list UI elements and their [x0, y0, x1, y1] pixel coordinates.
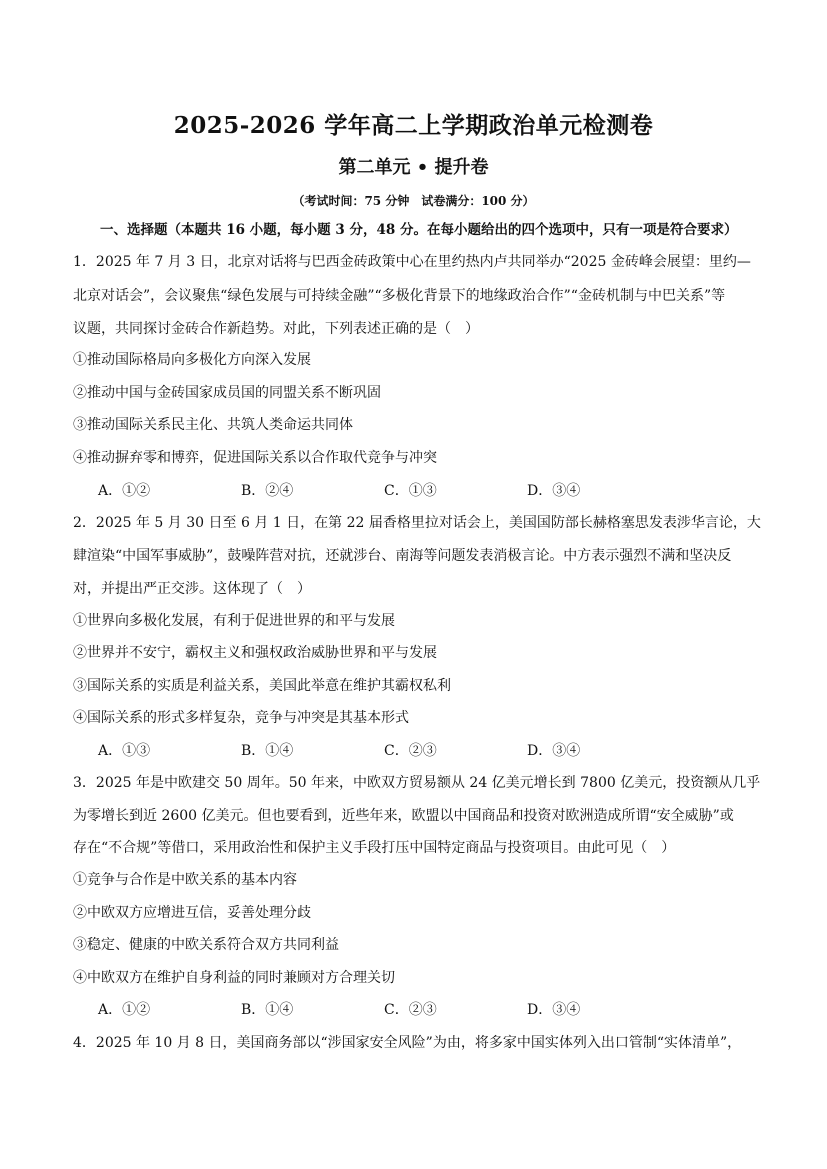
question-2-statement: ①世界向多极化发展，有利于促进世界的和平与发展: [73, 613, 395, 629]
question-1-statement: ①推动国际格局向多极化方向深入发展: [73, 352, 311, 368]
question-3-statement: ②中欧双方应增进互信，妥善处理分歧: [73, 905, 311, 921]
question-2-statement: ④国际关系的形式多样复杂，竞争与冲突是其基本形式: [73, 710, 409, 726]
option-d[interactable]: D．③④: [527, 743, 581, 759]
question-3-stem-line: 为零增长到近 2600 亿美元。但也要看到，近些年来，欧盟以中国商品和投资对欧洲造成所谓“安全威胁”或: [73, 808, 734, 824]
question-3-options: [98, 1001, 670, 1019]
option-c[interactable]: C．②③: [384, 743, 437, 759]
option-c[interactable]: C．①③: [384, 483, 437, 499]
option-a[interactable]: A．①③: [98, 743, 151, 759]
option-b[interactable]: B．①④: [241, 743, 294, 759]
question-1-stem-line: 1．2025 年 7 月 3 日，北京对话将与巴西金砖政策中心在里约热内卢共同举办“2025 金砖峰会展望：里约—: [73, 254, 751, 270]
exam-subtitle: 第二单元 • 提升卷: [338, 157, 489, 178]
option-d[interactable]: D．③④: [527, 483, 581, 499]
question-2-stem-line: 肆渲染“中国军事威胁”，鼓噪阵营对抗，还就涉台、南海等问题发表消极言论。中方表示强烈不满和坚决反: [73, 548, 732, 564]
question-3-stem-line: 3．2025 年是中欧建交 50 周年。50 年来，中欧双方贸易额从 24 亿美元增长到 7800 亿美元，投资额从几乎: [73, 775, 761, 791]
question-1-statement: ②推动中国与金砖国家成员国的同盟关系不断巩固: [73, 385, 381, 401]
question-1-options: [98, 482, 670, 500]
question-2-statement: ③国际关系的实质是利益关系，美国此举意在维护其霸权私利: [73, 678, 451, 694]
question-3-stem-line: 存在“不合规”等借口，采用政治性和保护主义手段打压中国特定商品与投资项目。由此可见（ ）: [73, 840, 676, 856]
question-1-stem-line: 北京对话会”，会议聚焦“绿色发展与可持续金融”“多极化背景下的地缘政治合作”“金砖机制与中巴关系”等: [73, 288, 726, 304]
option-c[interactable]: C．②③: [384, 1002, 437, 1018]
option-d[interactable]: D．③④: [527, 1002, 581, 1018]
question-2-statement: ②世界并不安宁，霸权主义和强权政治威胁世界和平与发展: [73, 645, 437, 661]
option-a[interactable]: A．①②: [98, 1002, 151, 1018]
question-1-stem-line: 议题，共同探讨金砖合作新趋势。对此，下列表述正确的是（ ）: [73, 321, 479, 337]
question-4-stem-line: 4．2025 年 10 月 8 日，美国商务部以“涉国家安全风险”为由，将多家中国实体列入出口管制“实体清单”，: [73, 1035, 742, 1051]
option-b[interactable]: B．②④: [241, 483, 294, 499]
question-2-stem-line: 对，并提出严正交涉。这体现了（ ）: [73, 581, 311, 597]
option-b[interactable]: B．①④: [241, 1002, 294, 1018]
exam-title: 2025-2026 学年高二上学期政治单元检测卷: [173, 112, 654, 139]
question-1-statement: ③推动国际关系民主化、共筑人类命运共同体: [73, 417, 353, 433]
question-1-statement: ④推动摒弃零和博弈，促进国际关系以合作取代竞争与冲突: [73, 450, 437, 466]
question-2-options: [98, 742, 670, 760]
question-3-statement: ①竞争与合作是中欧关系的基本内容: [73, 872, 297, 888]
question-3-statement: ③稳定、健康的中欧关系符合双方共同利益: [73, 937, 339, 953]
option-a[interactable]: A．①②: [98, 483, 151, 499]
section-heading: 一、选择题（本题共 16 小题，每小题 3 分，48 分。在每小题给出的四个选项中，只有一项是符合要求）: [100, 222, 738, 238]
exam-info: （考试时间：75 分钟 试卷满分：100 分）: [292, 194, 535, 208]
question-3-statement: ④中欧双方在维护自身利益的同时兼顾对方合理关切: [73, 970, 395, 986]
question-2-stem-line: 2．2025 年 5 月 30 日至 6 月 1 日，在第 22 届香格里拉对话会上，美国国防部长赫格塞思发表涉华言论，大: [73, 515, 761, 531]
